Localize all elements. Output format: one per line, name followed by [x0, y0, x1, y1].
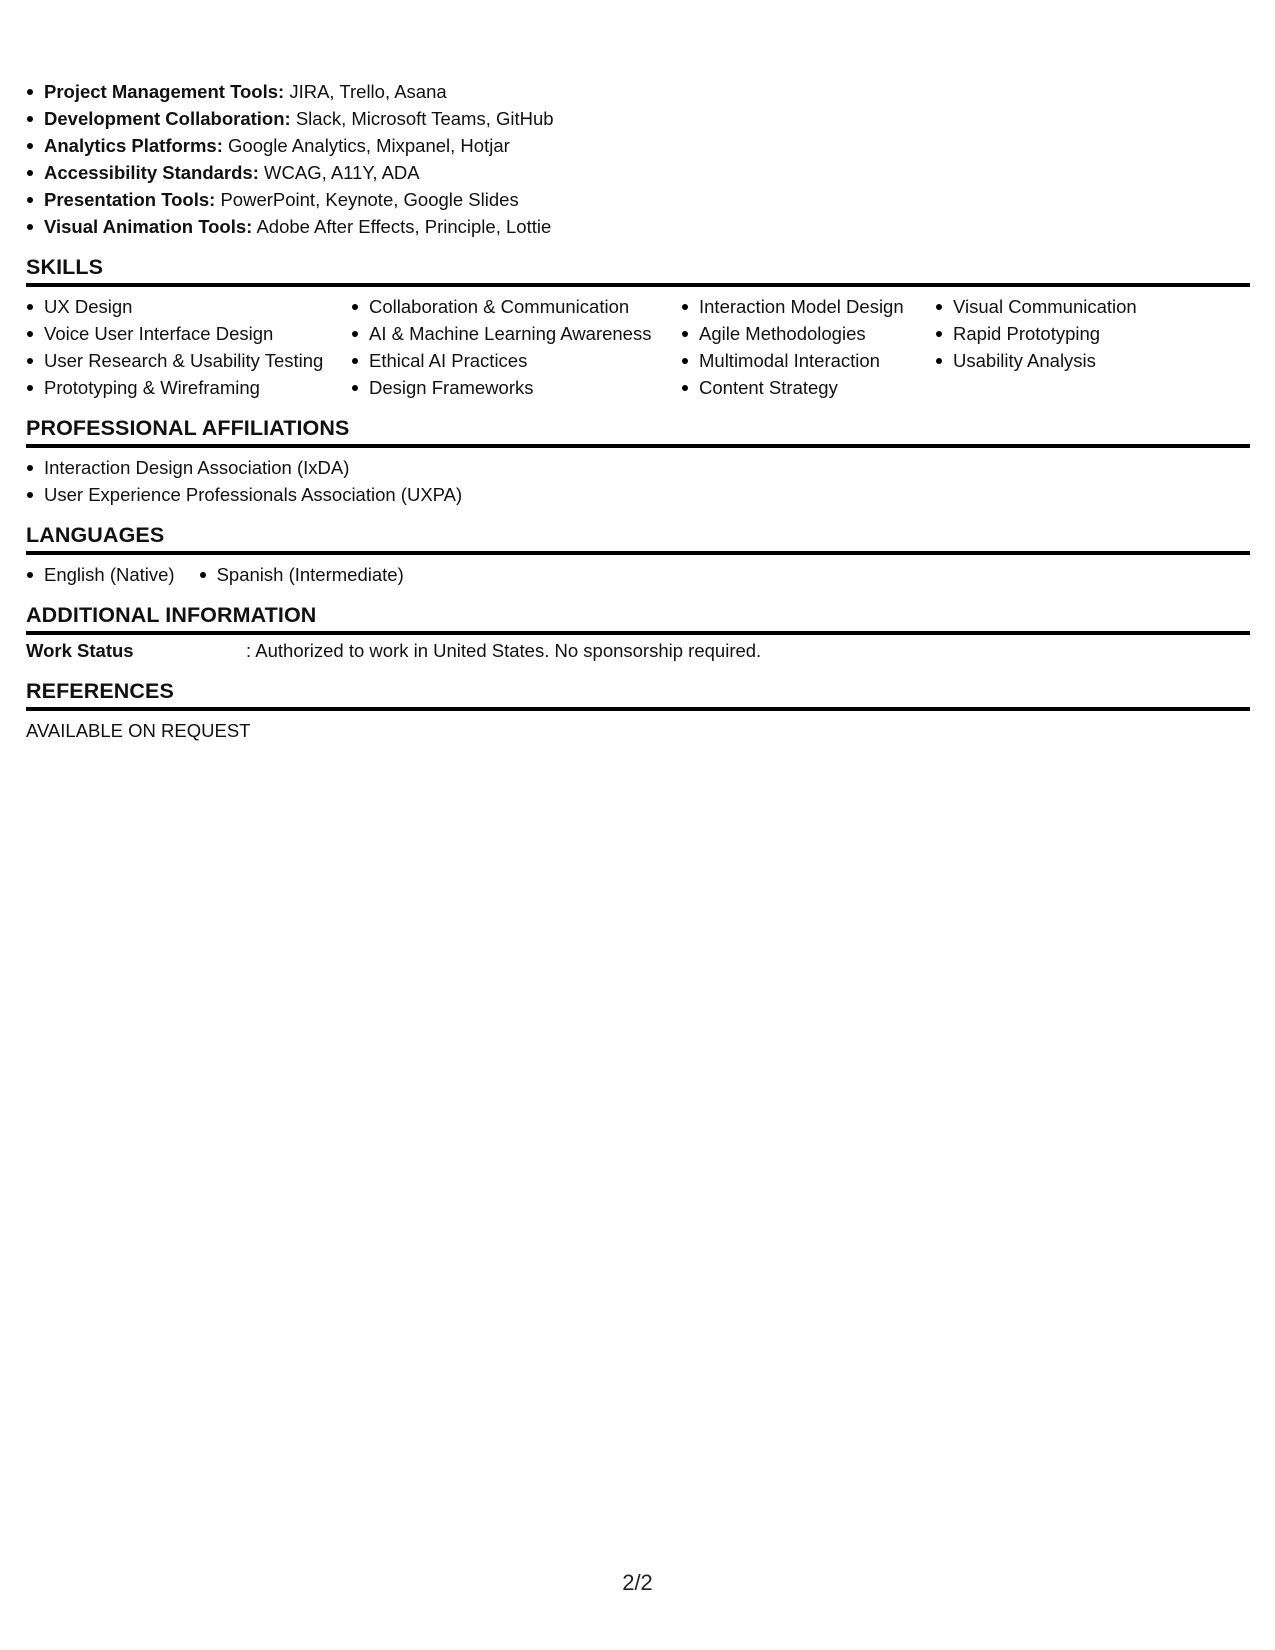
skill-item: Visual Communication — [935, 293, 1195, 320]
skill-item: Ethical AI Practices — [351, 347, 681, 374]
info-value: : Authorized to work in United States. No sponsorship required. — [246, 640, 762, 661]
list-item — [26, 78, 1250, 105]
resume-content — [26, 78, 1250, 744]
skill-item: Interaction Model Design — [681, 293, 935, 320]
tool-label: Analytics Platforms: — [44, 135, 223, 156]
affiliations-list — [26, 454, 1250, 508]
skill-item: Voice User Interface Design — [26, 320, 351, 347]
tool-value: Google Analytics, Mixpanel, Hotjar — [222, 135, 510, 156]
section-heading-affiliations: PROFESSIONAL AFFILIATIONS — [26, 415, 1250, 448]
skill-item: User Research & Usability Testing — [26, 347, 351, 374]
skill-item: Multimodal Interaction — [681, 347, 935, 374]
skills-section — [26, 254, 1250, 401]
languages-section — [26, 522, 1250, 588]
affiliation-item: Interaction Design Association (IxDA) — [26, 454, 1250, 481]
list-item — [26, 132, 1250, 159]
info-row-work-status — [26, 637, 1250, 664]
skills-column — [26, 293, 351, 401]
skills-column — [935, 293, 1195, 401]
languages-list — [26, 561, 1250, 588]
skill-item: UX Design — [26, 293, 351, 320]
skill-item: Usability Analysis — [935, 347, 1195, 374]
references-section — [26, 678, 1250, 744]
skill-item: Collaboration & Communication — [351, 293, 681, 320]
skill-item: Design Frameworks — [351, 374, 681, 401]
list-item — [26, 186, 1250, 213]
list-item — [26, 159, 1250, 186]
list-item — [26, 105, 1250, 132]
section-heading-skills: SKILLS — [26, 254, 1250, 287]
skills-column — [681, 293, 935, 401]
affiliations-section — [26, 415, 1250, 508]
tool-label: Presentation Tools: — [44, 189, 216, 210]
tool-value: JIRA, Trello, Asana — [284, 81, 447, 102]
additional-info-section — [26, 602, 1250, 664]
skill-item: AI & Machine Learning Awareness — [351, 320, 681, 347]
affiliation-item: User Experience Professionals Association (UXPA) — [26, 481, 1250, 508]
references-text: AVAILABLE ON REQUEST — [26, 720, 251, 741]
tool-value: Adobe After Effects, Principle, Lottie — [252, 216, 552, 237]
tool-value: WCAG, A11Y, ADA — [258, 162, 420, 183]
language-item: Spanish (Intermediate) — [199, 561, 404, 588]
skill-item: Agile Methodologies — [681, 320, 935, 347]
tool-label: Development Collaboration: — [44, 108, 291, 129]
tool-label: Visual Animation Tools: — [44, 216, 253, 237]
skill-item: Rapid Prototyping — [935, 320, 1195, 347]
tool-label: Accessibility Standards: — [44, 162, 259, 183]
skills-column — [351, 293, 681, 401]
tool-value: PowerPoint, Keynote, Google Slides — [215, 189, 519, 210]
language-item: English (Native) — [26, 561, 175, 588]
tool-value: Slack, Microsoft Teams, GitHub — [290, 108, 554, 129]
skill-item: Content Strategy — [681, 374, 935, 401]
page-number: 2/2 — [622, 1570, 653, 1595]
list-item — [26, 213, 1250, 240]
tool-label: Project Management Tools: — [44, 81, 285, 102]
section-heading-languages: LANGUAGES — [26, 522, 1250, 555]
section-heading-references: REFERENCES — [26, 678, 1250, 711]
skill-item: Prototyping & Wireframing — [26, 374, 351, 401]
section-heading-additional-info: ADDITIONAL INFORMATION — [26, 602, 1250, 635]
info-key: Work Status — [26, 640, 134, 661]
tools-list — [26, 78, 1250, 240]
skills-grid — [26, 293, 1250, 401]
